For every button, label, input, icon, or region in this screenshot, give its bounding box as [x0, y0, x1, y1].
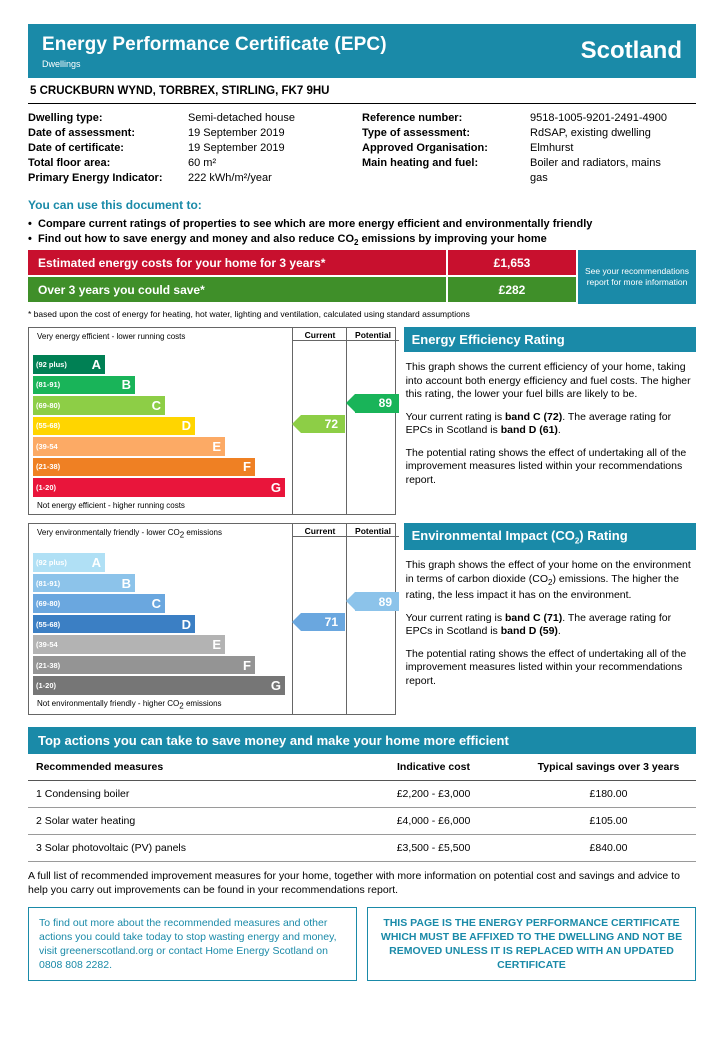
t: ) emissions. The higher the rating, the less impact it has on the environment. — [405, 572, 679, 602]
t: . — [557, 424, 561, 437]
t: . The average rating for EPCs in Scotland is — [405, 410, 672, 437]
band-letter: E — [212, 438, 221, 454]
detail-value: 222 kWh/m²/year — [188, 172, 272, 184]
band-letter: A — [91, 555, 101, 571]
chart-top-caption: Very energy efficient - lower running costs — [37, 332, 186, 342]
co2-rating-block — [28, 523, 696, 716]
bullet-item — [28, 232, 696, 250]
co2-chart — [28, 523, 396, 716]
band-range: (69-80) — [36, 599, 61, 609]
t: ) Rating — [579, 527, 628, 543]
co2-subscript: 2 — [354, 238, 359, 248]
table-header-row — [28, 754, 696, 781]
band-row — [33, 635, 391, 654]
band-letter: C — [151, 397, 161, 413]
band-range: (81-91) — [36, 380, 61, 390]
measure-name: 2 Solar water heating — [28, 808, 346, 835]
chart-top-caption: Very environmentally friendly - lower CO2 emissions — [37, 527, 222, 540]
band-row — [33, 615, 391, 634]
band-a — [33, 355, 105, 374]
bullet-item — [28, 217, 696, 232]
t: band D (61) — [500, 424, 558, 437]
detail-value: Semi-detached house — [188, 112, 296, 124]
energy-costs-section — [28, 250, 696, 304]
region-label: Scotland — [580, 37, 682, 64]
t: Environmental Impact (CO — [411, 527, 575, 543]
page-title: Energy Performance Certificate (EPC) — [42, 33, 387, 55]
recommendations-note: A full list of recommended improvement measures for your home, together with more information on potential cost and savings and advice to help you carry out improvements can be found in your recommendations report. — [28, 870, 680, 896]
detail-value: Elmhurst — [530, 142, 574, 154]
chart-bands — [33, 553, 391, 695]
current-rating-value: 72 — [324, 416, 338, 431]
band-range: (39-54 — [36, 640, 58, 650]
co2-info — [404, 523, 696, 716]
bullet-dot: • — [28, 218, 32, 230]
co2-panel-p3: The potential rating shows the effect of undertaking all of the improvement measures listed within your recommendations report. — [405, 647, 687, 687]
footer-info-box: To find out more about the recommended measures and other actions you could take today to stop wasting energy and money, visit greenerscotland.org or contact Home Energy Scotland on 0808 808 2282. — [28, 907, 357, 981]
energy-panel-p2 — [406, 411, 694, 438]
detail-label: Date of certificate: — [28, 142, 124, 154]
co2-panel-p1 — [406, 559, 694, 603]
details-right-labels — [362, 111, 530, 186]
band-letter: B — [121, 377, 131, 393]
costs-footnote: * based upon the cost of energy for heating, hot water, lighting and ventilation, calculated using standard assumptions — [28, 309, 470, 320]
band-range: (21-38) — [36, 462, 61, 472]
band-c — [33, 396, 165, 415]
band-letter: F — [243, 459, 251, 475]
cost-bars — [28, 250, 576, 304]
detail-value: gas — [530, 172, 548, 184]
chart-bottom-caption: Not environmentally friendly - higher CO2 emissions — [37, 698, 222, 711]
co2-panel-title — [404, 523, 696, 551]
t: Your current rating is — [405, 410, 506, 423]
band-a — [33, 553, 105, 572]
band-letter: D — [181, 616, 191, 632]
details-left — [28, 111, 362, 186]
band-range: (1-20) — [36, 482, 57, 492]
t: . — [557, 625, 561, 638]
band-e — [33, 437, 225, 456]
band-letter: C — [151, 596, 161, 612]
detail-label: Total floor area: — [28, 157, 111, 169]
t: Your current rating is — [405, 611, 506, 624]
band-d — [33, 615, 195, 634]
band-range: (39-54 — [36, 441, 58, 451]
band-row — [33, 656, 391, 675]
band-range: (69-80) — [36, 400, 61, 410]
band-f — [33, 656, 255, 675]
co2-subscript: 2 — [548, 577, 553, 587]
band-d — [33, 417, 195, 436]
band-letter: G — [270, 479, 281, 495]
co2-panel-p2 — [406, 612, 694, 639]
epc-page — [0, 24, 724, 1048]
chart-current-header: Current — [293, 330, 347, 341]
band-g — [33, 478, 285, 497]
energy-efficiency-chart — [28, 327, 396, 515]
measure-savings: £180.00 — [521, 781, 696, 808]
detail-label: Type of assessment: — [362, 127, 471, 139]
band-c — [33, 594, 165, 613]
header-left — [42, 34, 387, 69]
measure-cost: £3,500 - £5,500 — [346, 835, 521, 862]
potential-rating-value: 89 — [378, 594, 392, 609]
measure-savings: £105.00 — [521, 808, 696, 835]
band-e — [33, 635, 225, 654]
measure-savings: £840.00 — [521, 835, 696, 862]
t: This graph shows the effect of your home on the environment in terms of carbon dioxide (CO — [405, 559, 691, 585]
savings-label: Over 3 years you could save* — [38, 282, 205, 297]
col-savings: Typical savings over 3 years — [521, 754, 696, 781]
col-measures: Recommended measures — [28, 754, 346, 781]
property-address: 5 CRUCKBURN WYND, TORBREX, STIRLING, FK7 9HU — [28, 78, 696, 104]
measure-cost: £2,200 - £3,000 — [346, 781, 521, 808]
energy-panel-title: Energy Efficiency Rating — [404, 327, 696, 352]
band-b — [33, 376, 135, 395]
col-cost: Indicative cost — [346, 754, 521, 781]
details-right-values — [530, 111, 667, 186]
band-row — [33, 417, 391, 436]
co2-subscript: 2 — [179, 530, 185, 540]
detail-value: 19 September 2019 — [188, 127, 285, 139]
band-range: (55-68) — [36, 619, 61, 629]
measure-cost: £4,000 - £6,000 — [346, 808, 521, 835]
bullet-text: Find out how to save energy and money and also reduce $CO_2$ emissions by improving your home — [38, 233, 547, 248]
bullet-text: Compare current ratings of properties to see which are more energy efficient and environmentally friendly — [38, 218, 593, 230]
details-left-values — [188, 111, 295, 186]
chart-bands — [33, 355, 391, 497]
energy-efficiency-block — [28, 327, 696, 515]
co2-subscript: 2 — [179, 701, 184, 711]
detail-label: Reference number: — [362, 112, 463, 124]
energy-panel-p3: The potential rating shows the effect of undertaking all of the improvement measures listed within your recommendations report. — [405, 446, 687, 486]
page-header — [28, 24, 696, 78]
band-row — [33, 676, 391, 695]
band-range: (92 plus) — [36, 359, 67, 369]
measure-name: 3 Solar photovoltaic (PV) panels — [28, 835, 346, 862]
property-details — [28, 104, 696, 186]
detail-label: Primary Energy Indicator: — [28, 172, 163, 184]
detail-label: Date of assessment: — [28, 127, 135, 139]
footer-notice-box: THIS PAGE IS THE ENERGY PERFORMANCE CERTIFICATE WHICH MUST BE AFFIXED TO THE DWELLING AND NOT BE REMOVED UNLESS IT IS REPLACED WITH AN UPDATED CERTIFICATE — [367, 907, 696, 981]
band-range: (55-68) — [36, 421, 61, 431]
potential-rating-value: 89 — [378, 396, 392, 411]
bullet-dot: • — [28, 233, 32, 245]
estimated-cost-value: £1,653 — [446, 250, 576, 275]
use-document-bullets — [28, 217, 696, 250]
chart-potential-header: Potential — [347, 330, 399, 341]
estimated-cost-bar — [28, 250, 576, 275]
page-subtitle: Dwellings — [42, 58, 81, 69]
energy-efficiency-info — [404, 327, 696, 515]
band-row — [33, 478, 391, 497]
chart-bottom-caption: Not energy efficient - higher running costs — [37, 500, 185, 510]
band-b — [33, 574, 135, 593]
detail-value: Boiler and radiators, mains — [530, 157, 661, 169]
band-letter: F — [243, 657, 251, 673]
top-actions-title: Top actions you can take to save money and make your home more efficient — [28, 727, 696, 754]
band-range: (81-91) — [36, 578, 61, 588]
band-letter: E — [212, 637, 221, 653]
detail-value: RdSAP, existing dwelling — [530, 127, 651, 139]
band-letter: B — [121, 575, 131, 591]
t: band C (71) — [505, 611, 563, 624]
energy-panel-p1: This graph shows the current efficiency of your home, taking into account both energy efficiency and fuel costs. The higher this rating, the lower your fuel bills are likely to be. — [405, 361, 691, 401]
t: band C (72) — [505, 410, 563, 423]
detail-label: Dwelling type: — [28, 112, 103, 124]
current-rating-value: 71 — [324, 615, 338, 630]
band-range: (1-20) — [36, 681, 57, 691]
table-row — [28, 781, 696, 808]
page-footer — [28, 907, 696, 981]
band-f — [33, 458, 255, 477]
use-document-title: You can use this document to: — [28, 198, 202, 212]
band-g — [33, 676, 285, 695]
table-row — [28, 808, 696, 835]
table-row — [28, 835, 696, 862]
t: . The average rating for EPCs in Scotland is — [405, 611, 672, 638]
co2-subscript: 2 — [574, 536, 580, 546]
detail-label: Main heating and fuel: — [362, 157, 479, 169]
band-letter: G — [270, 678, 281, 694]
chart-potential-header: Potential — [347, 526, 399, 537]
details-right — [362, 111, 696, 186]
detail-label: Approved Organisation: — [362, 142, 488, 154]
recommendations-table — [28, 754, 696, 862]
savings-bar — [28, 277, 576, 302]
chart-current-header: Current — [293, 526, 347, 537]
savings-value: £282 — [446, 277, 576, 302]
measure-name: 1 Condensing boiler — [28, 781, 346, 808]
detail-value: 19 September 2019 — [188, 142, 285, 154]
t: band D (59) — [500, 625, 558, 638]
band-row — [33, 553, 391, 572]
see-recommendations-box: See your recommendations report for more information — [578, 250, 696, 304]
band-row — [33, 437, 391, 456]
band-range: (92 plus) — [36, 558, 67, 568]
details-left-labels — [28, 111, 188, 186]
detail-value: 60 m² — [188, 157, 217, 169]
band-range: (21-38) — [36, 660, 61, 670]
band-row — [33, 355, 391, 374]
band-row — [33, 458, 391, 477]
estimated-cost-label: Estimated energy costs for your home for 3 years* — [38, 255, 326, 270]
band-letter: D — [181, 418, 191, 434]
band-letter: A — [91, 356, 101, 372]
detail-value: 9518-1005-9201-2491-4900 — [530, 112, 668, 124]
